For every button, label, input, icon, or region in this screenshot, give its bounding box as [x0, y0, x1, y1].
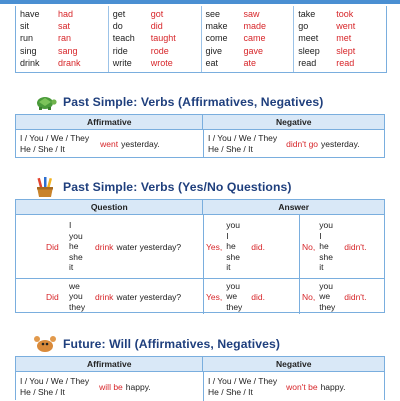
- rest-text: water yesterday?: [116, 241, 182, 252]
- verb-form: will be: [99, 381, 123, 392]
- irregular-verbs-table: [15, 6, 387, 73]
- subject-line: He / She / It: [208, 386, 253, 397]
- pencil-cup-icon: [33, 177, 57, 197]
- did-word: Did: [46, 241, 59, 252]
- subject: they: [226, 301, 243, 312]
- verb-base: write: [112, 57, 132, 68]
- verb-base: eat: [205, 57, 219, 68]
- table-row: [16, 215, 384, 279]
- subject-line: He / She / It: [208, 144, 253, 154]
- subject: he: [226, 241, 236, 252]
- yes-answer-cell: [203, 279, 299, 314]
- verb-base: get: [112, 9, 126, 19]
- verb-base: read: [298, 57, 317, 68]
- section-title: Past Simple: Verbs (Yes/No Questions): [63, 180, 292, 194]
- verb-past: read: [336, 57, 355, 68]
- table-row: [16, 130, 384, 158]
- subject: they: [319, 301, 336, 312]
- verb-row: [113, 57, 196, 69]
- subject: you: [319, 220, 333, 231]
- verb-row: [298, 8, 381, 20]
- verb-form: drink: [95, 241, 114, 252]
- subject-line: I / You / We / They: [20, 133, 90, 144]
- verb-row: [206, 45, 289, 57]
- rest-text: water yesterday?: [116, 291, 182, 302]
- verb-base: go: [298, 21, 309, 32]
- subject-stack: [69, 281, 95, 313]
- subject-stack: [69, 220, 95, 273]
- no-word: No,: [302, 241, 316, 252]
- subject: you: [69, 291, 83, 302]
- verb-base: drink: [20, 57, 40, 68]
- subject-stack: [20, 376, 89, 397]
- subject-line: He / She / It: [20, 386, 65, 397]
- verb-past: met: [336, 33, 352, 44]
- verb-past: gave: [243, 45, 264, 56]
- verb-row: [20, 8, 103, 20]
- verb-row: [298, 45, 381, 57]
- verb-row: [113, 20, 196, 32]
- verb-past: saw: [243, 9, 260, 19]
- verb-base: have: [20, 9, 40, 19]
- rest-text: yesterday.: [321, 139, 360, 149]
- no-word: No,: [302, 291, 316, 302]
- no-answer-cell: [299, 279, 384, 314]
- verb-past: taught: [150, 33, 176, 44]
- verb-base: meet: [298, 33, 319, 44]
- subject-stack: [319, 220, 344, 273]
- question-cell: [16, 215, 203, 278]
- verb-base: make: [205, 21, 228, 32]
- subject: we: [69, 280, 80, 291]
- verb-row: [20, 32, 103, 44]
- rest-text: happy.: [320, 381, 346, 392]
- verb-past: sat: [58, 21, 71, 32]
- verb-base: run: [20, 33, 34, 44]
- verb-form: went: [100, 139, 119, 149]
- verb-past: came: [243, 33, 266, 44]
- negative-cell: [203, 372, 384, 401]
- verb-row: [113, 45, 196, 57]
- verb-past: sang: [58, 45, 78, 56]
- subject: I: [226, 230, 229, 241]
- verb-base: see: [205, 9, 221, 19]
- negative-cell: [203, 130, 384, 158]
- table-header: [16, 200, 384, 215]
- verb-past: got: [150, 9, 164, 19]
- verb-form: won't be: [286, 381, 318, 392]
- subject-stack: [226, 220, 251, 273]
- verb-base: do: [112, 21, 123, 32]
- rest-text: happy.: [125, 381, 151, 392]
- subject-stack: [208, 376, 277, 397]
- subject-line: He / She / It: [20, 144, 65, 154]
- verb-row: [206, 20, 289, 32]
- subject: he: [69, 241, 79, 252]
- subject-stack: [208, 133, 277, 154]
- verb-past: did: [150, 21, 163, 32]
- verb-base: give: [205, 45, 223, 56]
- table-row: [16, 279, 384, 314]
- verb-base: sleep: [298, 45, 320, 56]
- section-title: Future: Will (Affirmatives, Negatives): [63, 337, 281, 351]
- verb-past: slept: [336, 45, 356, 56]
- verb-base: take: [298, 9, 316, 19]
- verb-form: didn't go: [286, 139, 319, 149]
- verb-base: teach: [112, 33, 135, 44]
- verb-row: [298, 57, 381, 69]
- verb-past: ate: [243, 57, 257, 68]
- header-answer: Answer: [202, 200, 384, 214]
- didnt-answer: didn't.: [344, 291, 367, 302]
- question-cell: [16, 279, 203, 314]
- subject: she: [69, 251, 83, 262]
- affirmative-cell: [16, 372, 203, 401]
- subject: I: [319, 230, 322, 241]
- verb-base: ride: [112, 45, 128, 56]
- section-heading: [33, 91, 323, 113]
- verb-past: drank: [58, 57, 81, 68]
- verb-past: wrote: [150, 57, 173, 68]
- yes-word: Yes,: [206, 241, 223, 252]
- section-title: Past Simple: Verbs (Affirmatives, Negatives): [63, 95, 324, 109]
- header-negative: Negative: [202, 357, 384, 371]
- yes-answer-cell: [203, 215, 299, 278]
- subject: you: [226, 280, 240, 291]
- subject: you: [226, 220, 240, 231]
- verb-row: [113, 8, 196, 20]
- past-simple-affirmative-negative-table: [15, 114, 385, 158]
- verb-column: [16, 6, 108, 72]
- header-question: Question: [90, 202, 128, 212]
- did-answer: did.: [251, 241, 265, 252]
- table-header: [16, 357, 384, 372]
- verb-row: [206, 57, 289, 69]
- table-header: [16, 115, 384, 130]
- section-heading: [33, 176, 292, 198]
- subject-stack: [20, 133, 89, 154]
- did-answer: did.: [251, 291, 265, 302]
- rest-text: yesterday.: [121, 139, 160, 149]
- didnt-answer: didn't.: [344, 241, 367, 252]
- verb-row: [20, 45, 103, 57]
- verb-row: [206, 8, 289, 20]
- verb-base: come: [205, 33, 228, 44]
- verb-past: went: [336, 21, 356, 32]
- subject: you: [319, 280, 333, 291]
- subject: they: [69, 301, 86, 312]
- crab-icon: [33, 334, 57, 354]
- verb-column: [108, 6, 201, 72]
- verb-row: [298, 20, 381, 32]
- subject-line: I / You / We / They: [20, 375, 90, 386]
- subject: it: [319, 262, 324, 273]
- past-simple-questions-table: [15, 199, 385, 313]
- future-will-table: [15, 356, 385, 400]
- yes-word: Yes,: [206, 291, 223, 302]
- subject-line: I / You / We / They: [208, 375, 278, 386]
- verb-row: [113, 32, 196, 44]
- subject: we: [319, 291, 331, 302]
- verb-row: [20, 20, 103, 32]
- header-affirmative: Affirmative: [87, 359, 132, 369]
- verb-row: [20, 57, 103, 69]
- header-affirmative: Affirmative: [87, 117, 132, 127]
- verb-form: drink: [95, 291, 114, 302]
- affirmative-cell: [16, 130, 203, 158]
- verb-past: had: [58, 9, 74, 19]
- subject: it: [226, 262, 231, 273]
- did-word: Did: [46, 291, 59, 302]
- table-row: [16, 372, 384, 401]
- subject: we: [226, 291, 238, 302]
- top-band: [0, 0, 400, 4]
- turtle-icon: [33, 92, 57, 112]
- subject-stack: [226, 281, 251, 313]
- verb-base: sit: [20, 21, 29, 32]
- subject: he: [319, 241, 329, 252]
- verb-base: sing: [20, 45, 37, 56]
- no-answer-cell: [299, 215, 384, 278]
- subject-stack: [319, 281, 344, 313]
- subject-line: I / You / We / They: [208, 133, 278, 144]
- verb-past: made: [243, 21, 267, 32]
- verb-column: [293, 6, 386, 72]
- verb-row: [206, 32, 289, 44]
- subject: you: [69, 230, 83, 241]
- verb-row: [298, 32, 381, 44]
- subject: it: [69, 262, 74, 273]
- subject: I: [69, 220, 72, 231]
- section-heading: [33, 333, 280, 355]
- verb-past: ran: [58, 33, 72, 44]
- subject: she: [226, 251, 240, 262]
- verb-column: [201, 6, 294, 72]
- subject: she: [319, 251, 333, 262]
- verb-past: rode: [150, 45, 169, 56]
- header-negative: Negative: [202, 115, 384, 129]
- verb-past: took: [336, 9, 354, 19]
